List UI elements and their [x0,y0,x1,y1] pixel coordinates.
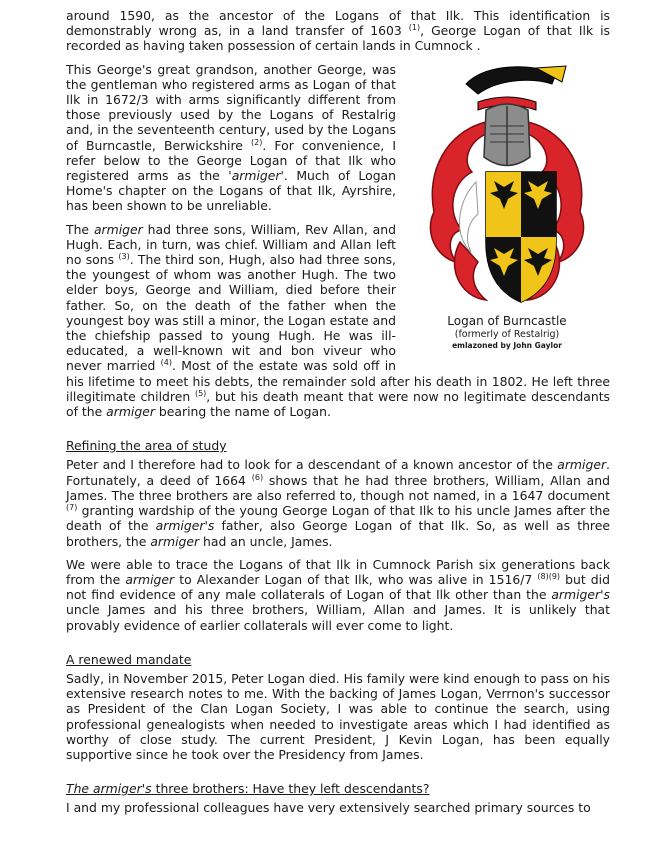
heading-refining: Refining the area of study [66,438,227,454]
paragraph-sons: The armiger had three sons, William, Rev Allan, and Hugh. Each, in turn, was chief. William and Allan left no sons $^{(3)}$. The third son, Hugh, also had three sons, the youngest of whom was another Hugh. The two elder boys, George and William, died before their father. So, on the death of the father when the youngest boy was still a minor, the Logan estate and the chiefship passed to young Hugh. He was ill-educated, a well-known wit and bon viveur who never married $^{(4)}$. Most of the estate was sold off in his lifetime to meet his debts, the remainder sold after his death in 1802. He left three illegitimate children $^{(5)}$, but his death meant that were now no legitimate descendants of the armiger bearing the name of Logan. [66,221,611,420]
heading-brothers: The armiger's three brothers: Have they left descendants? [66,781,430,797]
footnote-ref: (4) [160,358,172,368]
paragraph-george: This George's great grandson, another George, was the gentleman who registered arms as Logan of that Ilk in 1672/3 with arms significantly different from those previously used by the Logans of Restalrig and, in the seventeenth century, used by the Logans of Burncastle, Berwickshire $^{(2)}$. For convenience, I refer below to the George Logan of that Ilk who registered arms as the 'armiger'. Much of Logan Home's chapter on the Logans of that Ilk, Ayrshire, has been shown to be unreliable. [66,61,397,214]
heading-mandate: A renewed mandate [66,651,192,667]
figure-caption [404,314,610,351]
caption-credit: emlazoned by John Gaylor [452,340,562,350]
footnote-ref: (6) [251,472,264,482]
paragraph-refining-2: We were able to trace the Logans of that Ilk in Cumnock Parish six generations back from the armiger to Alexander Logan of that Ilk, who was alive in 1516/7 $^{(8)(9)}$ but did not find evidence of any male collaterals of Logan of that Ilk other than the armiger's uncle James and his three brothers, William, Allan and James. It is unlikely that provably evidence of earlier collaterals will ever come to light. [66,556,610,633]
paragraph-intro: around 1590, as the ancestor of the Logans of that Ilk. This identification is demonstrably wrong as, in a land transfer of 1603 $^{(1)}$, George Logan of that Ilk is recorded as having taken possession of certain lands in Cumnock . [66,8,611,54]
coat-of-arms-figure [404,62,610,362]
footnote-ref: (5) [194,388,207,398]
footnote-ref: (1) [408,23,421,33]
paragraph-refining-1: Peter and I therefore had to look for a descendant of a known ancestor of the armiger. Fortunately, a deed of 1664 $^{(6)}$ shows that he had three brothers, William, Allan and James. The three brothers are also referred to, though not named, in a 1647 document $^{(7)}$ granting wardship of the young George Logan of that Ilk to his uncle James after the death of the armiger's father, also George Logan of that Ilk. So, as well as three brothers, the armiger had an uncle, James. [66,457,610,549]
caption-subtitle: (formerly of Restalrig) [454,328,560,340]
footnote-ref: (3) [118,251,130,261]
footnote-ref: (7) [66,502,78,512]
coat-of-arms-image [416,62,598,312]
paragraph-brothers: I and my professional colleagues have very extensively searched primary sources to [66,800,591,816]
document-page [66,8,610,816]
paragraph-mandate: Sadly, in November 2015, Peter Logan died. His family were kind enough to pass on his extensive research notes to me. With the backing of James Logan, Verrnon's successor as President of the Clan Logan Society, I was able to continue the search, using professional genealogists when needed to investigate areas which I had identified as worthy of close study. The current President, J Kevin Logan, has been equally supportive since he took over the Presidency from James. [66,670,610,762]
footnote-ref: (2) [251,137,263,147]
footnote-ref: (8)(9) [537,571,561,581]
caption-title: Logan of Burncastle [447,313,567,328]
